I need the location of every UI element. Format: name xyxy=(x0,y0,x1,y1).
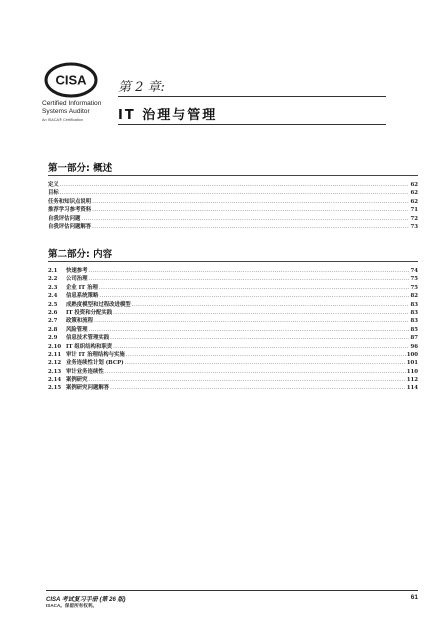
toc-row[interactable] xyxy=(48,367,418,375)
toc-number: 2.10 xyxy=(48,343,62,350)
toc-leader xyxy=(94,318,410,324)
toc-leader xyxy=(110,385,406,391)
toc-page: 62 xyxy=(410,198,418,205)
toc-page: 112 xyxy=(406,377,418,384)
toc-leader xyxy=(99,285,410,291)
toc-row[interactable] xyxy=(48,274,418,282)
toc-page: 96 xyxy=(410,343,418,350)
toc-label: IT 投资和分配实践 xyxy=(66,309,113,316)
toc-row[interactable] xyxy=(48,358,418,366)
toc-row[interactable] xyxy=(48,342,418,350)
toc-label: 案例研究问题解答 xyxy=(66,385,110,392)
toc-row[interactable] xyxy=(48,222,418,230)
toc-leader xyxy=(89,276,410,282)
toc-page: 114 xyxy=(406,385,418,392)
toc-label: 企业 IT 治理 xyxy=(66,284,98,291)
logo-sub: An ISACA® Certification xyxy=(42,118,83,123)
toc-number: 2.13 xyxy=(48,368,62,375)
toc-number: 2.12 xyxy=(48,360,62,367)
toc-label: 任务和知识点说明 xyxy=(48,198,92,205)
part1-title: 第一部分: 概述 xyxy=(48,163,113,174)
chapter-divider-bottom xyxy=(118,124,386,125)
chapter-divider xyxy=(118,96,386,97)
part1-toc xyxy=(48,180,418,230)
toc-label: 审计业务连续性 xyxy=(66,368,104,375)
toc-row[interactable] xyxy=(48,308,418,316)
footer-divider xyxy=(46,590,418,591)
toc-label: 自我评估问题 xyxy=(48,215,81,222)
toc-label: 目标 xyxy=(48,190,59,197)
toc-leader xyxy=(113,344,409,350)
toc-page: 110 xyxy=(406,368,418,375)
toc-row[interactable] xyxy=(48,300,418,308)
toc-leader xyxy=(89,377,406,383)
toc-page: 75 xyxy=(410,284,418,291)
toc-label: 自我评估问题解答 xyxy=(48,223,92,230)
toc-row[interactable] xyxy=(48,197,418,205)
toc-number: 2.6 xyxy=(48,309,58,316)
toc-label: 案例研究 xyxy=(66,377,88,384)
toc-label: 信息技术管理实践 xyxy=(66,335,110,342)
toc-label: 推荐学习参考资料 xyxy=(48,207,92,214)
toc-leader xyxy=(60,190,410,196)
toc-row[interactable] xyxy=(48,291,418,299)
footer-book-title: CISA 考试复习手册 (第 26 版) xyxy=(46,597,126,603)
toc-row[interactable] xyxy=(48,180,418,188)
toc-label: 快速参考 xyxy=(66,268,88,274)
part1-divider xyxy=(48,175,418,176)
toc-leader xyxy=(89,327,410,333)
toc-number: 2.3 xyxy=(48,284,58,291)
toc-leader xyxy=(113,310,409,316)
toc-number: 2.8 xyxy=(48,326,58,333)
toc-row[interactable] xyxy=(48,333,418,341)
part2-toc xyxy=(48,266,418,392)
footer-copyright: ISACA。保留所有权利。 xyxy=(46,603,98,608)
toc-label: 审计 IT 治理结构与实施 xyxy=(66,351,125,358)
toc-row[interactable] xyxy=(48,383,418,391)
toc-row[interactable] xyxy=(48,266,418,274)
toc-row[interactable] xyxy=(48,188,418,196)
logo-line1: Certified Information xyxy=(42,100,102,107)
toc-page: 101 xyxy=(406,360,418,367)
toc-number: 2.14 xyxy=(48,377,62,384)
logo-line2: Systems Auditor xyxy=(42,107,90,115)
toc-number: 2.1 xyxy=(48,268,58,274)
toc-leader xyxy=(89,268,410,274)
chapter-title: IT 治理与管理 xyxy=(118,108,218,123)
toc-page: 85 xyxy=(410,326,418,333)
toc-number: 2.9 xyxy=(48,335,58,342)
toc-number: 2.5 xyxy=(48,301,58,308)
toc-page: 82 xyxy=(410,293,418,300)
toc-label: 业务连续性计划 (BCP) xyxy=(66,360,124,367)
toc-label: 定义 xyxy=(48,182,59,188)
toc-row[interactable] xyxy=(48,214,418,222)
toc-leader xyxy=(110,335,409,341)
toc-label: 公司治理 xyxy=(66,276,88,283)
toc-page: 83 xyxy=(410,301,418,308)
toc-page: 72 xyxy=(410,215,418,222)
toc-number: 2.15 xyxy=(48,385,62,392)
toc-leader xyxy=(92,199,409,205)
toc-page: 62 xyxy=(410,182,418,188)
toc-leader xyxy=(125,360,406,366)
chapter-label: 第 2 章: xyxy=(118,80,165,95)
toc-number: 2.7 xyxy=(48,318,58,325)
toc-number: 2.11 xyxy=(48,351,62,358)
toc-row[interactable] xyxy=(48,375,418,383)
toc-label: 政策和流程 xyxy=(66,318,93,325)
toc-label: 成熟度模型和过程改进模型 xyxy=(66,301,131,308)
toc-row[interactable] xyxy=(48,205,418,213)
toc-label: 信息系统策略 xyxy=(66,293,99,300)
toc-page: 71 xyxy=(410,207,418,214)
toc-label: IT 组织结构和职责 xyxy=(66,343,113,350)
toc-page: 83 xyxy=(410,309,418,316)
cisa-logo xyxy=(42,62,120,122)
toc-page: 100 xyxy=(406,351,418,358)
toc-number: 2.2 xyxy=(48,276,58,283)
toc-page: 83 xyxy=(410,318,418,325)
toc-page: 73 xyxy=(410,223,418,230)
toc-leader xyxy=(132,302,410,308)
cisa-logo-mark xyxy=(44,62,102,96)
toc-page: 87 xyxy=(410,335,418,342)
part2-title: 第二部分: 内容 xyxy=(48,249,113,260)
toc-row[interactable] xyxy=(48,350,418,358)
toc-label: 风险管理 xyxy=(66,326,88,333)
logo-mark-text: CISA xyxy=(55,72,87,88)
toc-row[interactable] xyxy=(48,325,418,333)
toc-leader xyxy=(92,207,409,213)
toc-number: 2.4 xyxy=(48,293,58,300)
toc-leader xyxy=(60,182,410,188)
toc-leader xyxy=(105,369,406,375)
part2-divider xyxy=(48,261,418,262)
toc-page: 74 xyxy=(410,268,418,274)
page-number: 61 xyxy=(410,594,418,601)
toc-leader xyxy=(99,293,409,299)
toc-leader xyxy=(81,216,409,222)
toc-page: 62 xyxy=(410,190,418,197)
toc-leader xyxy=(126,352,406,358)
toc-leader xyxy=(92,224,409,230)
toc-row[interactable] xyxy=(48,283,418,291)
toc-page: 75 xyxy=(410,276,418,283)
toc-row[interactable] xyxy=(48,316,418,324)
